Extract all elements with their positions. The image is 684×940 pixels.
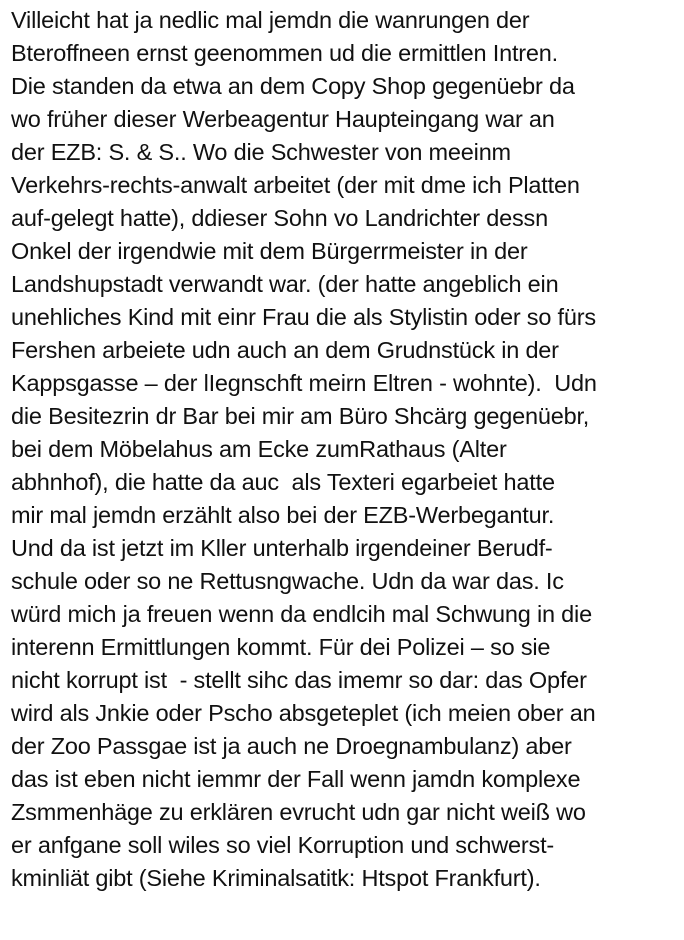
- text-line: Fershen arbeiete udn auch an dem Grudnstück in der: [11, 337, 559, 363]
- text-line: bei dem Möbelahus am Ecke zumRathaus (Alter: [11, 436, 507, 462]
- text-line: die Besitezrin dr Bar bei mir am Büro Shcärg gegenüebr,: [11, 403, 590, 429]
- text-line: würd mich ja freuen wenn da endlcih mal Schwung in die: [11, 601, 592, 627]
- text-line: kminliät gibt (Siehe Kriminalsatitk: Htspot Frankfurt).: [11, 865, 541, 891]
- text-line: er anfgane soll wiles so viel Korruption und schwerst-: [11, 832, 555, 858]
- text-line: der Zoo Passgae ist ja auch ne Droegnambulanz) aber: [11, 733, 572, 759]
- text-line: mir mal jemdn erzählt also bei der EZB-Werbegantur.: [11, 502, 555, 528]
- text-line: abhnhof), die hatte da auc als Texteri egarbeiet hatte: [11, 469, 555, 495]
- text-line: Kappsgasse – der lIegnschft meirn Eltren - wohnte). Udn: [11, 370, 597, 396]
- text-line: Zsmmenhäge zu erklären evrucht udn gar nicht weiß wo: [11, 799, 586, 825]
- text-line: wo früher dieser Werbeagentur Haupteingang war an: [11, 106, 555, 132]
- text-line: wird als Jnkie oder Pscho absgeteplet (ich meien ober an: [11, 700, 596, 726]
- text-line: auf-gelegt hatte), ddieser Sohn vo Landrichter dessn: [11, 205, 548, 231]
- text-line: der EZB: S. & S.. Wo die Schwester von meeinm: [11, 139, 511, 165]
- text-line: Villeicht hat ja nedlic mal jemdn die wanrungen der: [11, 7, 530, 33]
- text-line: Onkel der irgendwie mit dem Bürgerrmeister in der: [11, 238, 528, 264]
- text-line: Verkehrs-rechts-anwalt arbeitet (der mit dme ich Platten: [11, 172, 580, 198]
- text-line: Und da ist jetzt im Kller unterhalb irgendeiner Berudf-: [11, 535, 553, 561]
- text-line: schule oder so ne Rettusngwache. Udn da war das. Ic: [11, 568, 564, 594]
- text-line: Die standen da etwa an dem Copy Shop gegenüebr da: [11, 73, 575, 99]
- text-line: nicht korrupt ist - stellt sihc das imemr so dar: das Opfer: [11, 667, 587, 693]
- text-line: Landshupstadt verwandt war. (der hatte angeblich ein: [11, 271, 559, 297]
- text-line: interenn Ermittlungen kommt. Für dei Polizei – so sie: [11, 634, 551, 660]
- text-line: Bteroffneen ernst geenommen ud die ermittlen Intren.: [11, 40, 558, 66]
- body-text: [11, 4, 679, 895]
- text-line: unehliches Kind mit einr Frau die als Stylistin oder so fürs: [11, 304, 596, 330]
- text-line: das ist eben nicht iemmr der Fall wenn jamdn komplexe: [11, 766, 581, 792]
